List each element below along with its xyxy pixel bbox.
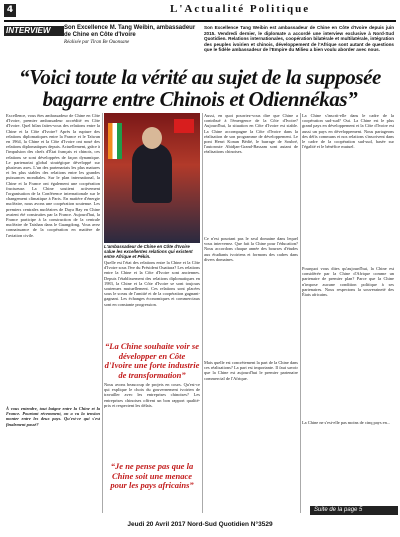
column-4b bbox=[302, 266, 394, 416]
column-3c bbox=[204, 360, 298, 515]
header-rule bbox=[4, 20, 396, 22]
column-3b bbox=[204, 236, 298, 356]
column-3-text: Aussi, en quoi pourriez-vous dire que Chine a contribué à l'émergence de la Côte d'Ivoire? Aujourd'hui, la situation en Côte d'Ivoire est stable. La Chine accompagne la Côte d'Ivoire dans la réalisation de son programme de développement. Le pont Henri Konan Bédié, le barrage de Soubré, l'autoroute Abidjan-Grand-Bassam sont autant de réalisations chinoises. bbox=[204, 113, 298, 155]
column-3b-text: Ce n'est pourtant pas le seul domaine dans lequel vous intervenez. Que fait la Chine pour l'éducation? Nous accordons chaque année des bourses d'études aux étudiants ivoiriens et formons des cadres dans divers domaines. bbox=[204, 236, 298, 262]
column-1-question-text: À vous entendre, tout baigne entre la Chine et la France. Pourtant récemment, on a vu la tension monter entre les deux pays. Qu'est-ce qui s'est finalement passé? bbox=[6, 406, 100, 427]
ambassador-head bbox=[142, 127, 162, 149]
column-4-text: La Chine s'inscrit-elle dans le cadre de la coopération sud-sud? Oui. La Chine est le plus grand pays en développement et la Côte d'Ivoire est aussi un pays en développement. Nous partageons des défis communs et nos relations s'inscrivent dans le cadre de la coopération sud-sud, basée sur l'égalité et le bénéfice mutuel. bbox=[302, 113, 394, 150]
column-divider-2 bbox=[202, 113, 203, 513]
page-footer: Jeudi 20 Avril 2017 Nord-Sud Quotidien N°3529 bbox=[127, 521, 273, 528]
column-1-question bbox=[6, 406, 100, 506]
ambassador-photo bbox=[104, 113, 200, 243]
column-2b-text: Nous avons beaucoup de projets en cours. Qu'est-ce qui explique le choix du gouvernement ivoirien de travailler avec les entreprises chinoises? Les entreprises chinoises offrent un bon rapport qualité-prix et respectent les délais. bbox=[104, 382, 200, 408]
column-4b-text: Pourquoi vous dites qu'aujourd'hui, la Chine est considérée par la Chine d'Afrique comme un partenaire de premier plan? Parce que la Chine n'impose aucune condition politique à ses partenaires. Nous respectons la souveraineté des États africains. bbox=[302, 266, 394, 298]
column-2-text: Quelle est l'état des relations entre la Chine et la Côte d'Ivoire sous l'ère du Président Ouattara? Les relations entre la Chine et la Côte d'Ivoire sont anciennes. Depuis l'établissement des relations diplomatiques en 1983, la Chine et la Côte d'Ivoire se sont toujours soutenues mutuellement. Ces relations sont placées sous le sceau de l'amitié et de la coopération gagnant-gagnant. Les échanges économiques et commerciaux sont en constante progression. bbox=[104, 260, 200, 307]
ivorian-flag-icon bbox=[108, 123, 122, 159]
headline: “Voici toute la vérité au sujet de la supposée bagarre entre Chinois et Odiennékas” bbox=[19, 65, 381, 111]
section-rubric: L'Actualité Politique bbox=[170, 3, 311, 15]
column-divider-1 bbox=[102, 113, 103, 513]
column-2b bbox=[104, 382, 200, 460]
column-1 bbox=[6, 113, 100, 403]
intro-paragraph: Son Excellence Tang Weibin est ambassadeur de Chine en Côte d'Ivoire depuis juin 2015. Vendredi dernier, le diplomate a accordé une interview exclusive à Nord-Sud Quotidien. Relations internationales, coopération bilatérale et multilatérale, intégration des peuples ivoirien et chinois, développement de l'Afrique sont autant de questions que le fidèle ambassadeur de l'Empire du Milieu a bien voulu aborder avec nous. bbox=[204, 25, 394, 52]
column-3c-text: Mais quelle est concrètement la part de la Chine dans ces réalisations? La part est importante. Il faut savoir que la Chine est aujourd'hui le premier partenaire commercial de l'Afrique. bbox=[204, 360, 298, 381]
subhead: Son Excellence M. Tang Weibin, ambassadeur de Chine en Côte d'Ivoire bbox=[64, 25, 196, 38]
photo-caption: L'ambassadeur de Chine en Côte d'Ivoire salue les excellentes relations qui existent entre Afrique et Pékin. bbox=[104, 244, 193, 259]
column-4c bbox=[302, 420, 394, 502]
page-number: 4 bbox=[4, 4, 16, 17]
column-3 bbox=[204, 113, 298, 233]
column-1-text: Excellence, vous êtes ambassadeur de Chine en Côte d'Ivoire, premier ambassadeur accrédité en Côte d'Ivoire. Quel bilan faites-vous des relations entre la Chine et la Côte d'Ivoire? Après la rupture des relations diplomatiques entre la France et le Taïwan en 1964, la Chine et la Côte d'Ivoire ont noué des relations diplomatiques depuis. Actuellement, grâce à l'impulsion des chefs d'État français et chinois, ces relations se sont développées de façon dynamique. Le partenariat global stratégique développé sur plusieurs axes. L'un des partenariats les plus matures et les plus stables des relations entre les grandes puissances mondiales. Sur le plan international, la Chine et la France ont également une coopération fructueuse. La Chine soutient activement l'organisation de la Conférence internationale sur le changement climatique à Paris. En matière d'énergie nucléaire, nous avons une coopération soutenue. Les premiers centrales nucléaires de Daya Bay en Chine avaient été construites par la France. Aujourd'hui, la France participe à la construction de la centrale nucléaire de Taishan dans le Guangdong. Vous avez connaissance de la coopération en matière de l'aviation civile. bbox=[6, 113, 100, 238]
ambassador-figure bbox=[132, 143, 172, 203]
column-2 bbox=[104, 260, 200, 340]
pull-quote-2: “Je ne pense pas que la Chine soit une menace pour les pays africains” bbox=[110, 461, 194, 490]
column-divider-3 bbox=[300, 113, 301, 513]
chinese-flag-icon bbox=[174, 119, 194, 133]
column-4c-text: La Chine ne s'est-elle pas moins de cinq pays en... bbox=[302, 420, 391, 425]
byline: Réalisée par Tiran Be Ouonsane bbox=[64, 40, 130, 45]
interview-label: INTERVIEW bbox=[4, 26, 64, 36]
continuation-link[interactable]: Suite de la page 5 bbox=[310, 506, 398, 515]
column-4 bbox=[302, 113, 394, 263]
pull-quote-1: “La Chine souhaite voir se développer en Côte d'Ivoire une forte industrie de transformation” bbox=[104, 341, 200, 380]
